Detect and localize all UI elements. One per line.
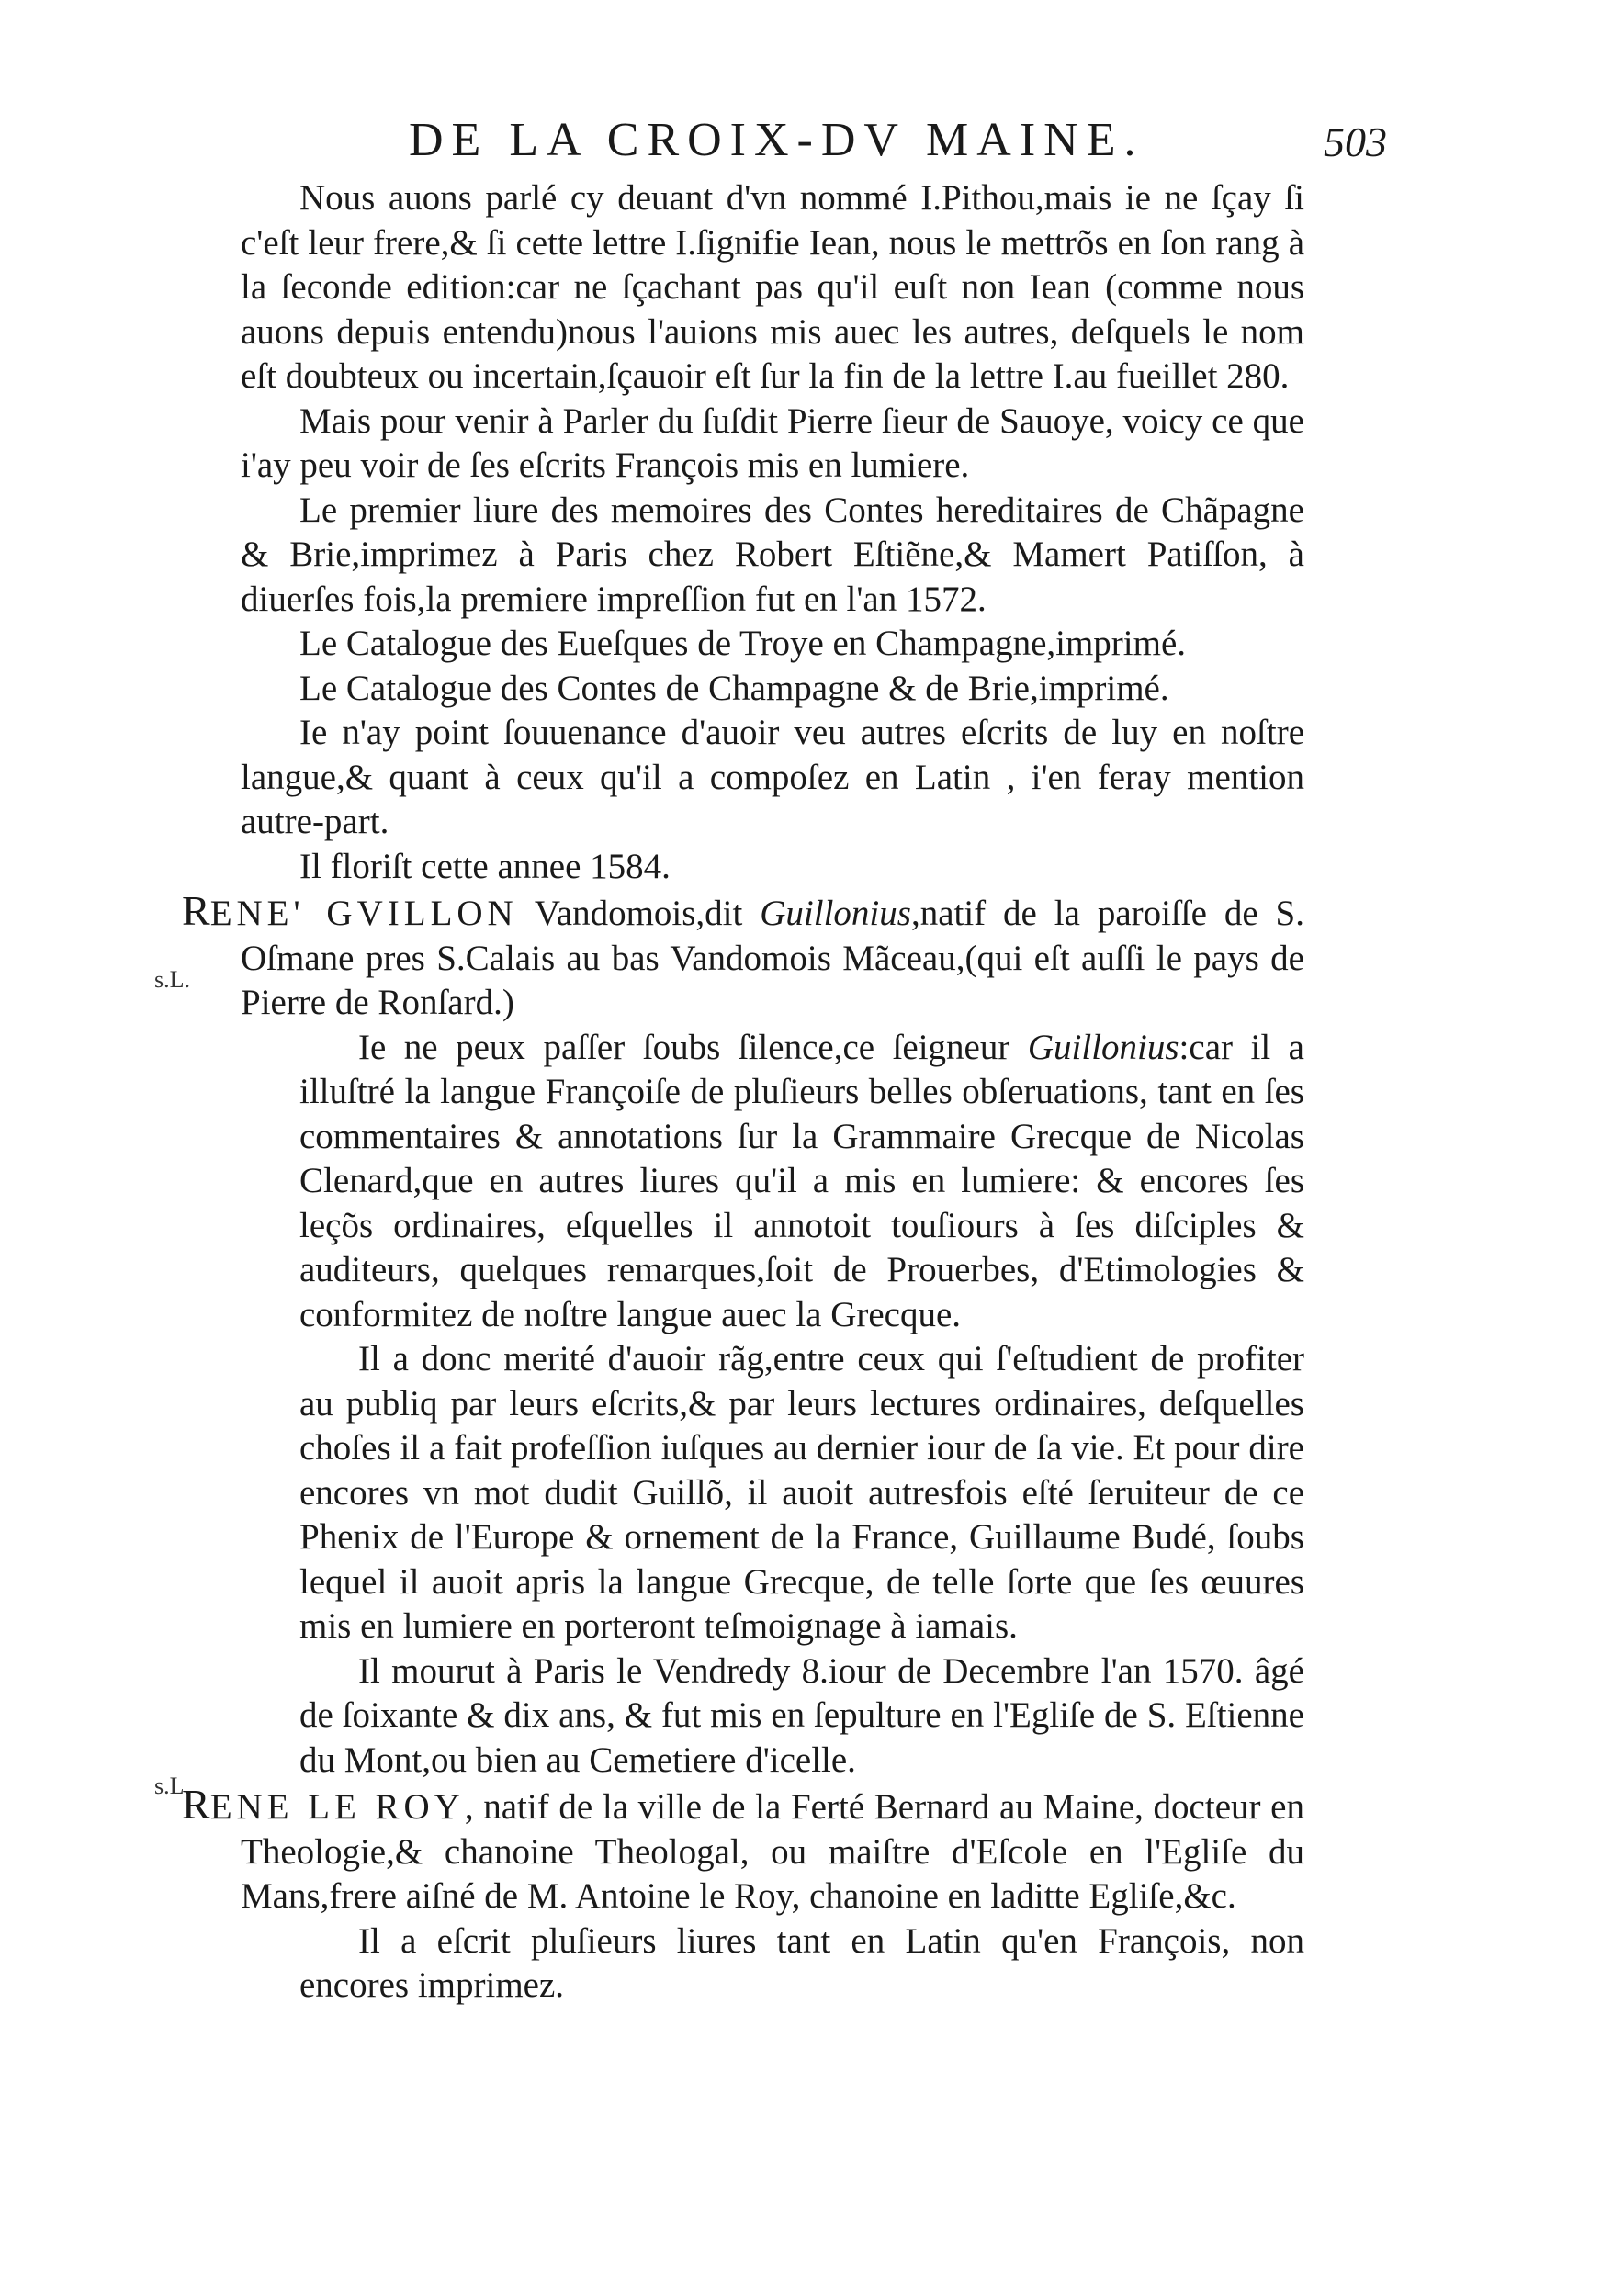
paragraph: Il a eſcrit pluſieurs liures tant en Latin qu'en François, non encores imprimez. <box>299 1920 1304 2005</box>
author-name: ENE' GVILLON <box>209 894 518 933</box>
paragraph-text: Ie ne peux paſſer ſoubs ſilence,ce ſeigneur <box>358 1027 1028 1067</box>
main-text <box>182 176 1304 2009</box>
page-header <box>211 108 1387 173</box>
paragraph: Le premier liure des memoires des Contes hereditaires de Chãpagne & Brie,imprimez à Paris chez Robert Eſtiẽne,& Mamert Patiſſon, à diuerſes fois,la premiere impreſſion fut en l'an 1572. <box>241 490 1304 619</box>
paragraph: Il mourut à Paris le Vendredy 8.iour de Decembre l'an 1570. âgé de ſoixante & dix ans, & fut mis en ſepulture en l'Egliſe de S. Eſtienne du Mont,ou bien au Cemetiere d'icelle. <box>299 1650 1304 1780</box>
entry-marker-leroy: s.L. <box>154 1773 190 1799</box>
paragraph: Il floriſt cette annee 1584. <box>299 846 671 886</box>
latin-name: Guillonius <box>760 894 911 933</box>
paragraph: Le Catalogue des Eueſques de Troye en Champagne,imprimé. <box>299 624 1187 663</box>
paragraph: Le Catalogue des Contes de Champagne & de Brie,imprimé. <box>299 668 1169 708</box>
paragraph-text: :car il a illuſtré la langue Françoiſe de pluſieurs belles obſeruations, tant en ſes commentaires & annotations ſur la Grammaire Grecque de Nicolas Clenard,que en autres liures qu'il a mis en lumiere: & encores ſes leçõs ordinaires, eſquelles il annotoit touſiours à ſes diſciples & auditeurs, quelques remarques,ſoit de Prouerbes, d'Etimologies & conformitez de noſtre langue auec la Grecque. <box>299 1027 1304 1334</box>
paragraph <box>299 1026 1304 1338</box>
drop-initial: R <box>182 887 210 934</box>
page-number: 503 <box>1324 118 1387 165</box>
drop-initial: R <box>182 1781 210 1828</box>
latin-name: Guillonius <box>1027 1027 1179 1067</box>
author-name: ENE LE ROY <box>209 1787 465 1827</box>
paragraph: Mais pour venir à Parler du ſuſdit Pierre ſieur de Sauoye, voicy ce que i'ay peu voir de ſes eſcrits François mis en lumiere. <box>241 400 1304 485</box>
entry-guillon-heading <box>182 887 1304 1026</box>
entry-marker-guillon: s.L. <box>154 966 190 993</box>
running-title: DE LA CROIX-DV MAINE. <box>409 114 1145 166</box>
paragraph: Ie n'ay point ſouuenance d'auoir veu autres eſcrits de luy en noſtre langue,& quant à ceux qu'il a compoſez en Latin , i'en feray mention autre-part. <box>241 713 1304 841</box>
paragraph: Il a donc merité d'auoir rãg,entre ceux qui ſ'eſtudient de profiter au publiq par leurs eſcrits,& par leurs lectures ordinaires, deſquelles choſes il a fait profeſſion iuſques au dernier iour de ſa vie. Et pour dire encores vn mot dudit Guillõ, il auoit autresfois eſté ſeruiteur de ce Phenix de l'Europe & ornement de la France, Guillaume Budé, ſoubs lequel il auoit apris la langue Grecque, de telle ſorte que ſes œuures mis en lumiere en porteront teſmoignage à iamais. <box>299 1339 1304 1646</box>
entry-text: , natif de la ville de la Ferté Bernard au Maine, docteur en Theologie,& chanoine Theologal, ou maiſtre d'Eſcole en l'Egliſe du Mans,frere aiſné de M. Antoine le Roy, chanoine en laditte Egliſe,&c. <box>241 1787 1304 1916</box>
entry-text: Vandomois,dit <box>517 894 761 933</box>
entry-text: ,natif de la paroiſſe de S. Oſmane pres S.Calais au bas Vandomois Mãceau,(qui eſt auſſi le pays de Pierre de Ronſard.) <box>241 894 1304 1022</box>
paragraph: Nous auons parlé cy deuant d'vn nommé I.Pithou,mais ie ne ſçay ſi c'eſt leur frere,& ſi cette lettre I.ſignifie Iean, nous le mettrõs en ſon rang à la ſeconde edition:car ne ſçachant pas qu'il euſt non Iean (comme nous auons depuis entendu)nous l'auions mis auec les autres, deſquels le nom eſt doubteux ou incertain,ſçauoir eſt ſur la fin de la lettre I.au fueillet 280. <box>241 178 1304 396</box>
entry-leroy-heading <box>182 1781 1304 1919</box>
